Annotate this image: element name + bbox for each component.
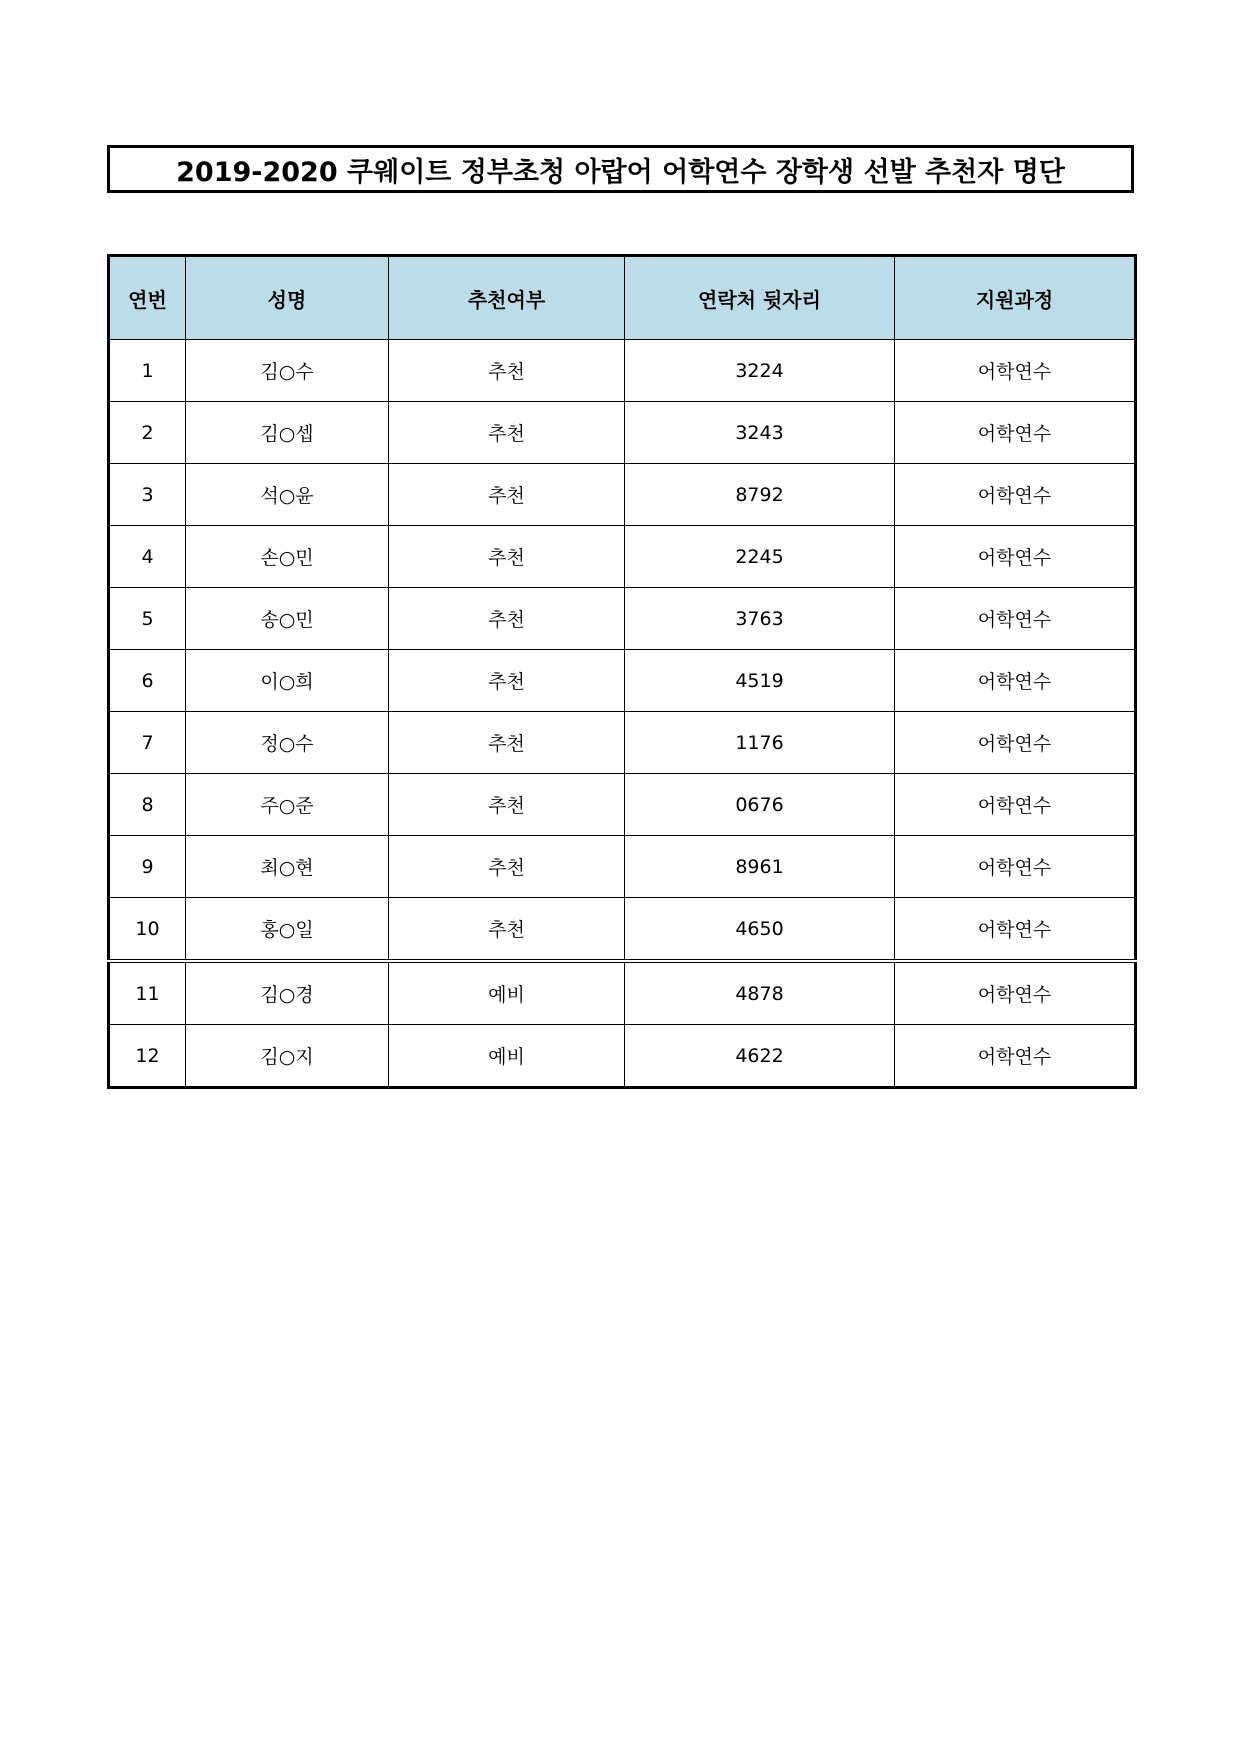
page-title bbox=[107, 145, 1134, 193]
cell-number: 4 bbox=[109, 526, 186, 588]
cell-name: 김○수 bbox=[186, 340, 389, 402]
cell-contact: 1176 bbox=[625, 712, 895, 774]
cell-status: 추천 bbox=[389, 712, 625, 774]
cell-number: 1 bbox=[109, 340, 186, 402]
table-row bbox=[109, 464, 1136, 526]
cell-name: 석○윤 bbox=[186, 464, 389, 526]
cell-status: 추천 bbox=[389, 526, 625, 588]
cell-name: 김○경 bbox=[186, 961, 389, 1025]
cell-course: 어학연수 bbox=[895, 402, 1136, 464]
page-title-text: 2019-2020 쿠웨이트 정부초청 아랍어 어학연수 장학생 선발 추천자 명단 bbox=[176, 156, 1065, 188]
cell-number: 5 bbox=[109, 588, 186, 650]
cell-course: 어학연수 bbox=[895, 1025, 1136, 1088]
cell-number: 2 bbox=[109, 402, 186, 464]
table-row bbox=[109, 898, 1136, 962]
cell-course: 어학연수 bbox=[895, 464, 1136, 526]
cell-course: 어학연수 bbox=[895, 650, 1136, 712]
cell-course: 어학연수 bbox=[895, 961, 1136, 1025]
cell-course: 어학연수 bbox=[895, 898, 1136, 962]
cell-status: 추천 bbox=[389, 650, 625, 712]
cell-contact: 4622 bbox=[625, 1025, 895, 1088]
cell-status: 추천 bbox=[389, 402, 625, 464]
cell-status: 추천 bbox=[389, 774, 625, 836]
cell-contact: 3243 bbox=[625, 402, 895, 464]
cell-status: 추천 bbox=[389, 588, 625, 650]
cell-status: 추천 bbox=[389, 898, 625, 962]
cell-contact: 3763 bbox=[625, 588, 895, 650]
cell-number: 10 bbox=[109, 898, 186, 962]
cell-name: 손○민 bbox=[186, 526, 389, 588]
cell-contact: 4519 bbox=[625, 650, 895, 712]
cell-name: 김○셉 bbox=[186, 402, 389, 464]
table-header-row bbox=[109, 256, 1136, 340]
recommendation-table bbox=[107, 254, 1137, 1089]
table-row bbox=[109, 650, 1136, 712]
cell-name: 최○현 bbox=[186, 836, 389, 898]
cell-contact: 3224 bbox=[625, 340, 895, 402]
cell-name: 홍○일 bbox=[186, 898, 389, 962]
cell-name: 송○민 bbox=[186, 588, 389, 650]
cell-name: 정○수 bbox=[186, 712, 389, 774]
header-status: 추천여부 bbox=[389, 256, 625, 340]
cell-name: 김○지 bbox=[186, 1025, 389, 1088]
cell-contact: 8792 bbox=[625, 464, 895, 526]
cell-course: 어학연수 bbox=[895, 836, 1136, 898]
table-row bbox=[109, 588, 1136, 650]
cell-contact: 8961 bbox=[625, 836, 895, 898]
cell-status: 추천 bbox=[389, 836, 625, 898]
header-contact: 연락처 뒷자리 bbox=[625, 256, 895, 340]
table-row bbox=[109, 1025, 1136, 1088]
header-name: 성명 bbox=[186, 256, 389, 340]
cell-name: 이○희 bbox=[186, 650, 389, 712]
table-row bbox=[109, 712, 1136, 774]
cell-course: 어학연수 bbox=[895, 526, 1136, 588]
cell-status: 예비 bbox=[389, 1025, 625, 1088]
cell-number: 11 bbox=[109, 961, 186, 1025]
cell-contact: 4878 bbox=[625, 961, 895, 1025]
cell-status: 예비 bbox=[389, 961, 625, 1025]
cell-number: 12 bbox=[109, 1025, 186, 1088]
table-row bbox=[109, 774, 1136, 836]
cell-number: 6 bbox=[109, 650, 186, 712]
header-number: 연번 bbox=[109, 256, 186, 340]
cell-status: 추천 bbox=[389, 464, 625, 526]
cell-number: 3 bbox=[109, 464, 186, 526]
cell-course: 어학연수 bbox=[895, 774, 1136, 836]
table-row bbox=[109, 961, 1136, 1025]
cell-contact: 2245 bbox=[625, 526, 895, 588]
cell-contact: 0676 bbox=[625, 774, 895, 836]
cell-number: 9 bbox=[109, 836, 186, 898]
table-row bbox=[109, 402, 1136, 464]
table-row bbox=[109, 526, 1136, 588]
cell-course: 어학연수 bbox=[895, 588, 1136, 650]
cell-number: 8 bbox=[109, 774, 186, 836]
header-course: 지원과정 bbox=[895, 256, 1136, 340]
cell-contact: 4650 bbox=[625, 898, 895, 962]
cell-number: 7 bbox=[109, 712, 186, 774]
cell-course: 어학연수 bbox=[895, 712, 1136, 774]
cell-course: 어학연수 bbox=[895, 340, 1136, 402]
table-row bbox=[109, 836, 1136, 898]
cell-status: 추천 bbox=[389, 340, 625, 402]
cell-name: 주○준 bbox=[186, 774, 389, 836]
table-row bbox=[109, 340, 1136, 402]
